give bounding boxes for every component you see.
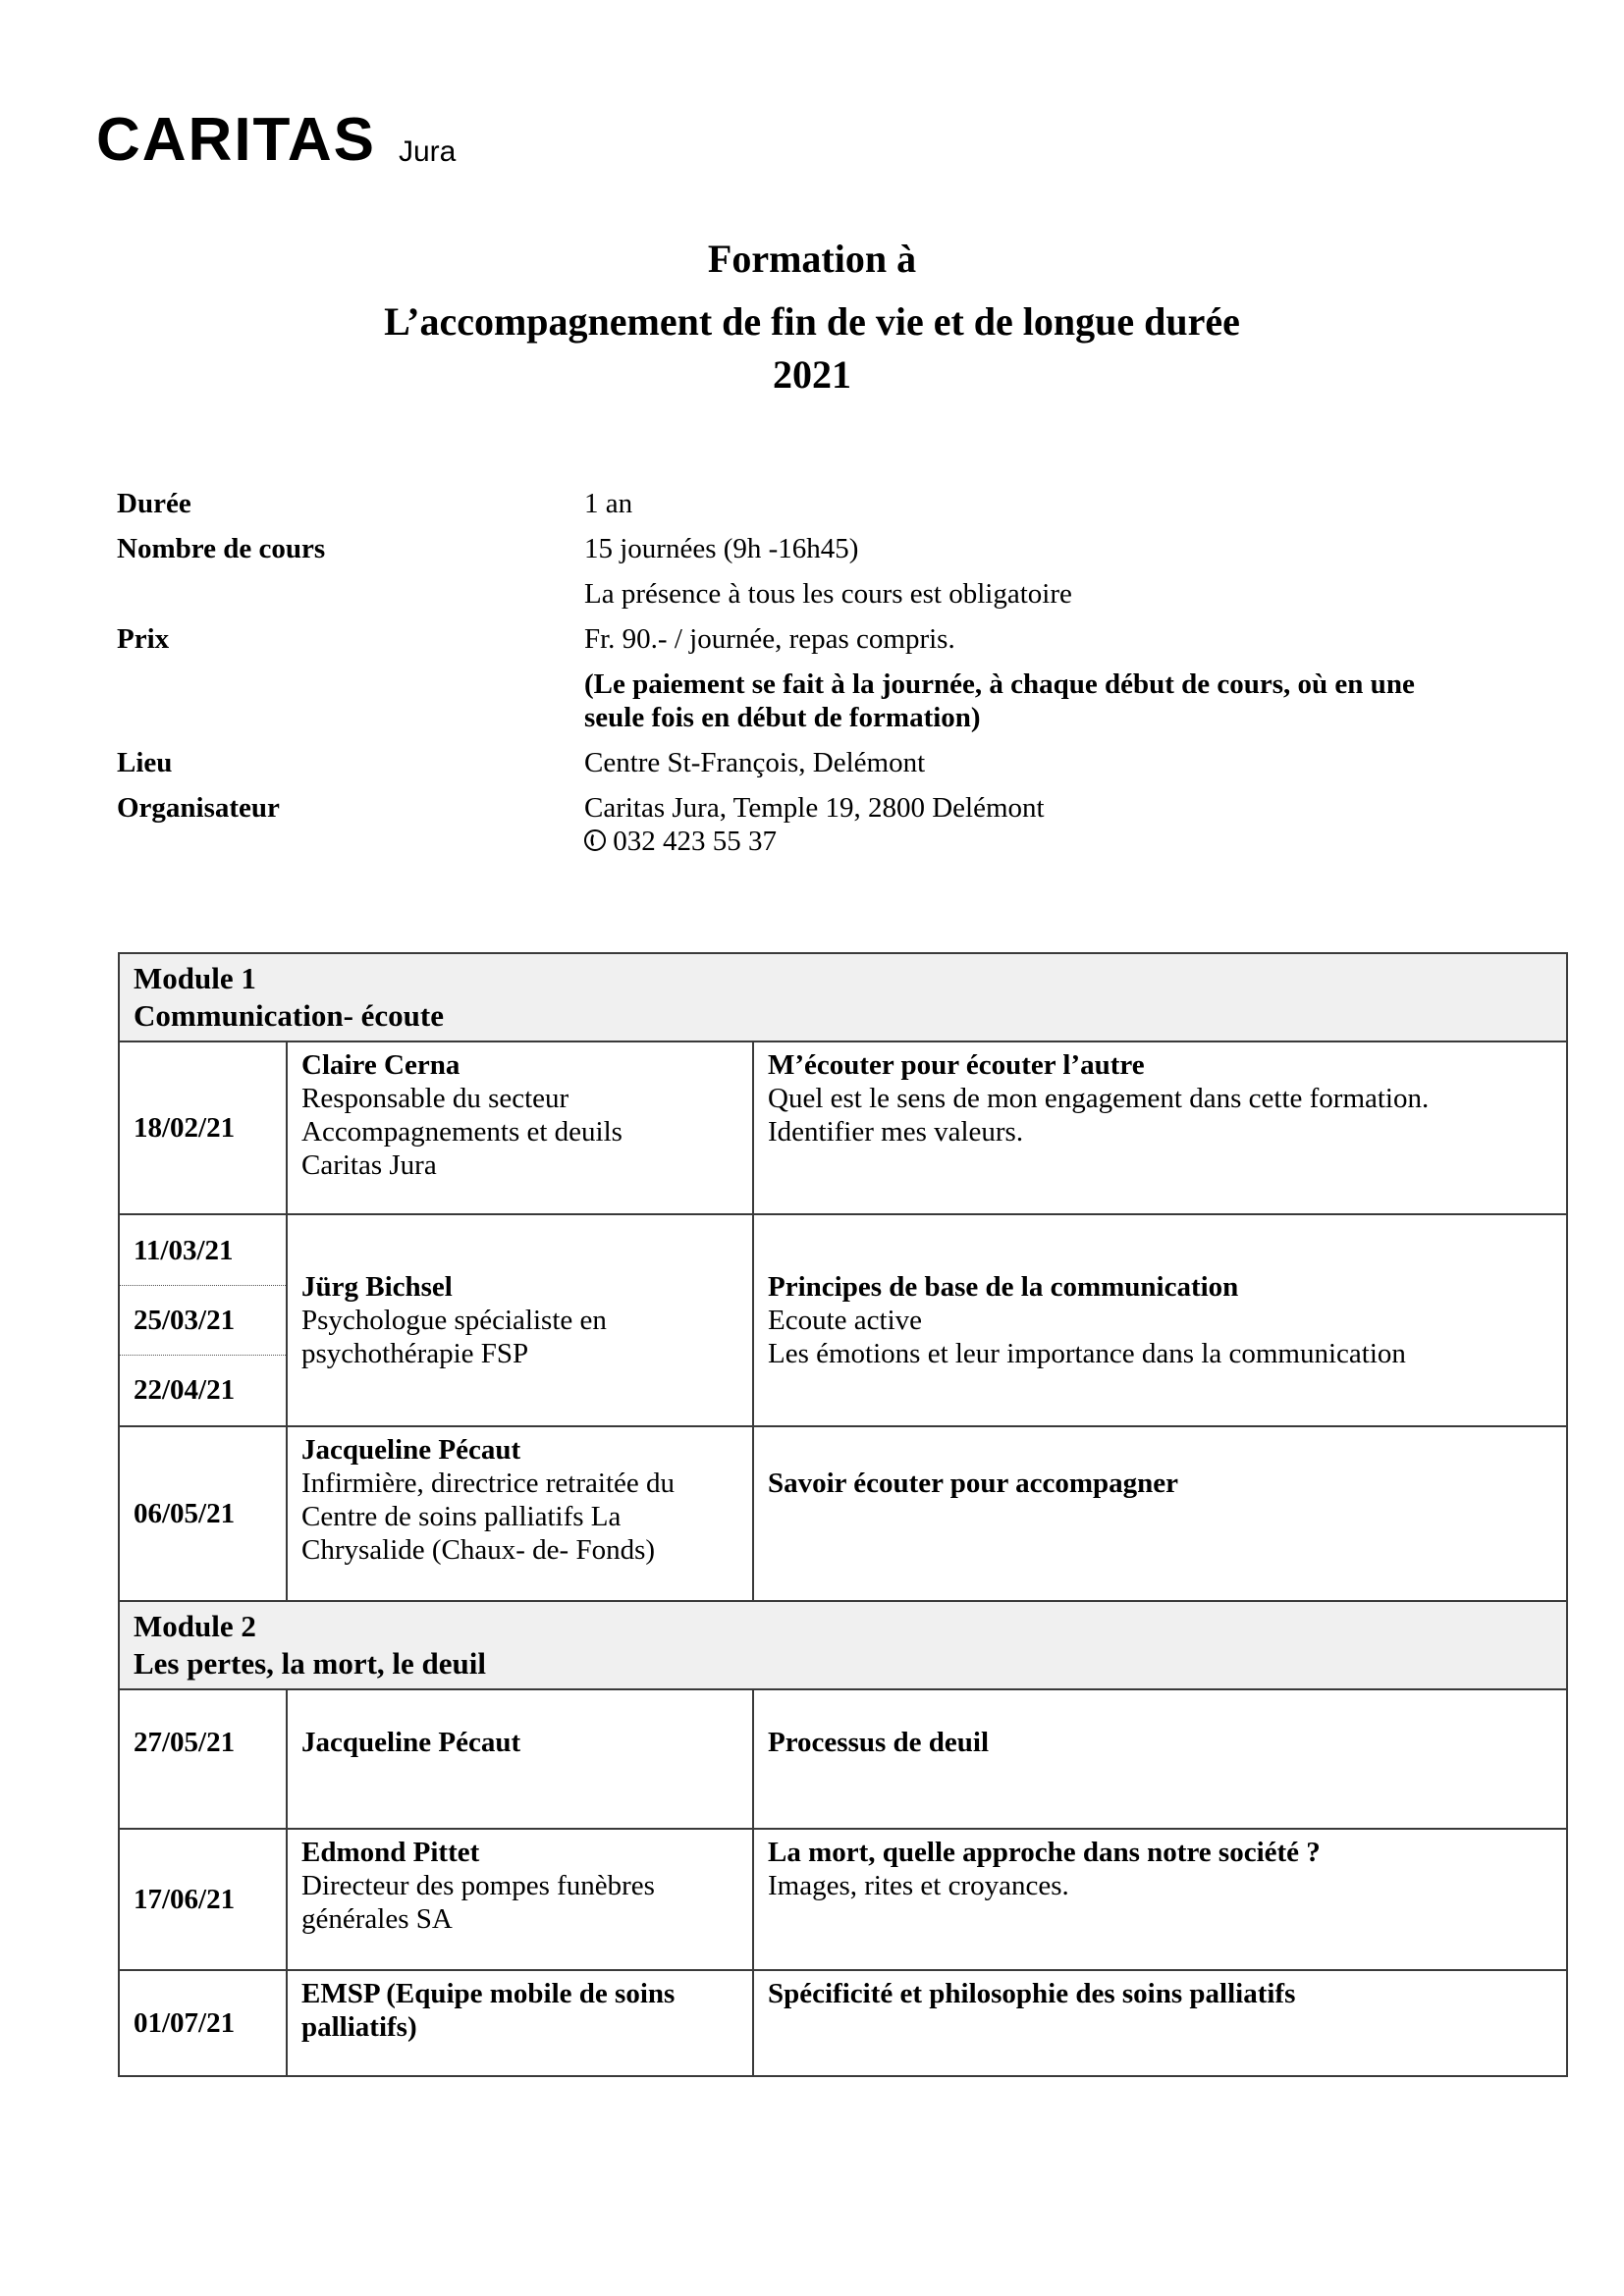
phone-number: 032 423 55 37 xyxy=(613,826,777,857)
speaker-role: générales SA xyxy=(301,1903,453,1935)
speaker-role: psychothérapie FSP xyxy=(301,1338,529,1369)
module-header xyxy=(119,953,1567,1041)
speaker-role: Infirmière, directrice retraitée du xyxy=(301,1468,675,1499)
logo-wordmark: CARITAS xyxy=(96,106,376,174)
module-subtitle: Les pertes, la mort, le deuil xyxy=(134,1646,487,1681)
table-row xyxy=(119,1689,1567,1829)
module-header-cell xyxy=(119,1601,1567,1689)
topic-desc: Quel est le sens de mon engagement dans cette formation. xyxy=(768,1083,1430,1114)
speaker-name: Jürg Bichsel xyxy=(301,1271,453,1303)
logo-region: Jura xyxy=(399,135,457,168)
module-title: Module 2 xyxy=(134,1609,256,1643)
info-label: Lieu xyxy=(117,747,173,778)
course-date: 18/02/21 xyxy=(119,1041,287,1214)
topic-cell xyxy=(753,1970,1567,2076)
document-title-line2: L’accompagnement de fin de vie et de longue durée xyxy=(384,299,1240,344)
topic-cell xyxy=(753,1689,1567,1829)
topic-cell xyxy=(753,1041,1567,1214)
course-date: 06/05/21 xyxy=(119,1426,287,1601)
speaker-cell xyxy=(287,1426,753,1601)
speaker-name: Jacqueline Pécaut xyxy=(301,1434,521,1466)
schedule-table xyxy=(118,952,1568,2077)
table-row xyxy=(119,1214,1567,1426)
info-label: Durée xyxy=(117,488,191,519)
course-date: 22/04/21 xyxy=(120,1355,286,1424)
topic-title: Spécificité et philosophie des soins palliatifs xyxy=(768,1978,1296,2009)
speaker-role: Accompagnements et deuils xyxy=(301,1116,623,1148)
topic-desc: Identifier mes valeurs. xyxy=(768,1116,1024,1148)
speaker-role: Psychologue spécialiste en xyxy=(301,1305,607,1336)
speaker-cell xyxy=(287,1214,753,1426)
speaker-role: Chrysalide (Chaux- de- Fonds) xyxy=(301,1534,656,1566)
prix-note-line: seule fois en début de formation) xyxy=(584,702,981,733)
topic-desc: Images, rites et croyances. xyxy=(768,1870,1069,1901)
info-label: Organisateur xyxy=(117,792,280,824)
topic-desc: Les émotions et leur importance dans la communication xyxy=(768,1338,1406,1369)
document-title-line1: Formation à xyxy=(707,237,917,281)
table-row xyxy=(119,1426,1567,1601)
info-value xyxy=(584,791,1624,858)
course-date: 25/03/21 xyxy=(120,1285,286,1355)
speaker-role: Responsable du secteur xyxy=(301,1083,569,1114)
course-date: 11/03/21 xyxy=(134,1234,234,1266)
info-value xyxy=(584,667,1624,734)
info-value: La présence à tous les cours est obligatoire xyxy=(584,578,1072,610)
module-title: Module 1 xyxy=(134,961,256,995)
table-row xyxy=(119,1041,1567,1214)
speaker-cell xyxy=(287,1829,753,1970)
speaker-name: EMSP (Equipe mobile de soins xyxy=(301,1978,676,2009)
info-value: 1 an xyxy=(584,488,633,519)
info-label: Nombre de cours xyxy=(117,533,326,564)
speaker-name: Claire Cerna xyxy=(301,1049,460,1081)
topic-title: M’écouter pour écouter l’autre xyxy=(768,1049,1145,1081)
module-header xyxy=(119,1601,1567,1689)
table-row xyxy=(119,1970,1567,2076)
org-address: Caritas Jura, Temple 19, 2800 Delémont xyxy=(584,792,1045,824)
prix-note-line: (Le paiement se fait à la journée, à chaque début de cours, où en une xyxy=(584,668,1415,700)
info-label: Prix xyxy=(117,623,170,655)
topic-title: Processus de deuil xyxy=(768,1727,990,1758)
info-value: Fr. 90.- / journée, repas compris. xyxy=(584,623,955,655)
course-date: 27/05/21 xyxy=(119,1689,287,1829)
topic-title: Savoir écouter pour accompagner xyxy=(768,1468,1179,1499)
phone-icon xyxy=(584,826,613,857)
org-phone xyxy=(584,825,1624,858)
topic-title: Principes de base de la communication xyxy=(768,1271,1239,1303)
module-header-cell xyxy=(119,953,1567,1041)
topic-desc: Ecoute active xyxy=(768,1305,922,1336)
document-title-year: 2021 xyxy=(773,352,851,397)
topic-cell xyxy=(753,1426,1567,1601)
topic-cell xyxy=(753,1829,1567,1970)
course-dates xyxy=(119,1214,287,1426)
course-date: 17/06/21 xyxy=(119,1829,287,1970)
speaker-role: Caritas Jura xyxy=(301,1149,437,1181)
speaker-cell xyxy=(287,1689,753,1829)
module-subtitle: Communication- écoute xyxy=(134,998,444,1033)
speaker-name: Jacqueline Pécaut xyxy=(301,1727,521,1758)
table-row xyxy=(119,1829,1567,1970)
speaker-role: Centre de soins palliatifs La xyxy=(301,1501,622,1532)
speaker-name: palliatifs) xyxy=(301,2011,417,2043)
topic-cell xyxy=(753,1214,1567,1426)
info-value: 15 journées (9h -16h45) xyxy=(584,533,859,564)
speaker-name: Edmond Pittet xyxy=(301,1837,480,1868)
info-value: Centre St-François, Delémont xyxy=(584,747,926,778)
course-date: 01/07/21 xyxy=(119,1970,287,2076)
speaker-cell xyxy=(287,1041,753,1214)
topic-title: La mort, quelle approche dans notre société ? xyxy=(768,1837,1321,1868)
speaker-role: Directeur des pompes funèbres xyxy=(301,1870,655,1901)
speaker-cell xyxy=(287,1970,753,2076)
